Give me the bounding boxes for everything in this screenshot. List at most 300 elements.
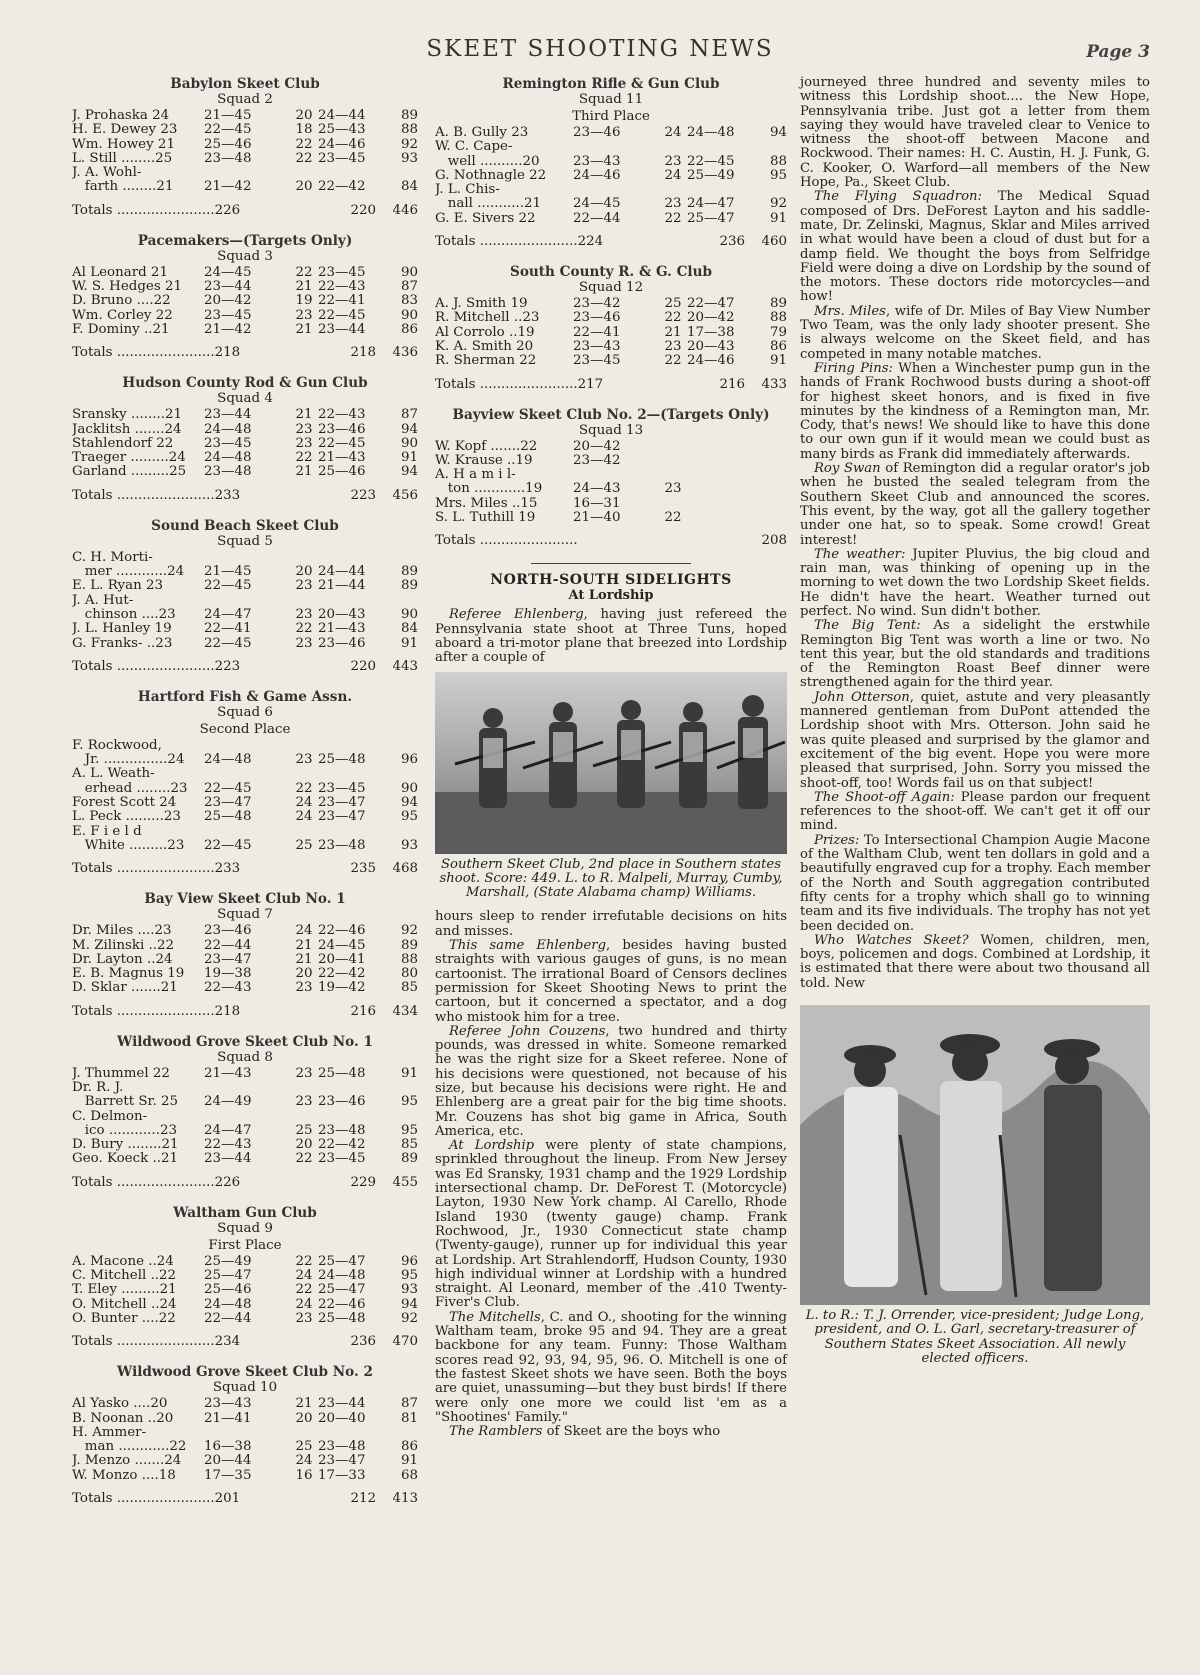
score-round-2: 21—44 xyxy=(318,578,366,594)
article-paragraph: Who Watches Skeet? Women, children, men, boys, policemen and dogs. Combined at Lordship, it is estimated that there were about two thousand all told. New xyxy=(800,932,1150,991)
score-round-2a xyxy=(290,767,318,781)
score-round-1: 25—47 xyxy=(204,1268,252,1284)
score-total: 93 xyxy=(400,1282,418,1298)
score-round-1: 22—44 xyxy=(204,1310,252,1326)
club-name: Wildwood Grove Skeet Club No. 2 xyxy=(117,1364,373,1381)
score-round-1: 24—47 xyxy=(204,606,252,622)
paragraph-lead: This same Ehlenberg xyxy=(449,938,607,954)
shooter-name: erhead ........23 xyxy=(72,781,188,796)
squad-number: Squad 11 xyxy=(578,92,644,107)
totals-grand: 443 xyxy=(392,658,418,674)
squad-score-table xyxy=(72,233,418,361)
photo-caption-officers: L. to R.: T. J. Orrender, vice-president; Judge Long, president, and O. L. Garl, secretary-treasurer of Southern States Skeet Association. All newly elected officers. xyxy=(805,1308,1145,1366)
shooter-name: J. Menzo .......24 xyxy=(72,1454,182,1469)
score-round-2a: 23 xyxy=(295,307,313,323)
score-row xyxy=(435,468,787,482)
shooter-name: A. H a m i l- xyxy=(435,468,516,483)
score-round-1 xyxy=(204,166,290,180)
score-row xyxy=(435,340,787,354)
score-round-2: 20—41 xyxy=(318,951,366,967)
score-total xyxy=(384,739,418,753)
shooter-name: Al Leonard 21 xyxy=(72,265,168,280)
score-total: 92 xyxy=(400,136,418,152)
totals-label: Totals .......................233 xyxy=(72,487,241,503)
totals-grand: 468 xyxy=(392,861,418,877)
score-round-2a xyxy=(290,166,318,180)
squad-score-table xyxy=(72,1205,418,1350)
totals-row xyxy=(72,488,418,504)
shooter-name: Traeger .........24 xyxy=(72,451,186,466)
score-row xyxy=(435,126,787,140)
squad-score-table xyxy=(435,264,787,392)
score-round-1: 24—49 xyxy=(204,1094,252,1110)
score-round-1: 24—48 xyxy=(204,1296,252,1312)
shooter-name: H. Ammer- xyxy=(72,1425,147,1440)
score-row xyxy=(72,1454,418,1468)
score-row xyxy=(72,180,418,194)
score-total: 68 xyxy=(400,1467,418,1483)
score-row xyxy=(435,454,787,468)
score-round-2: 23—45 xyxy=(318,150,366,166)
score-row xyxy=(435,169,787,183)
club-name: Pacemakers—(Targets Only) xyxy=(137,232,353,249)
shooter-name: chinson ....23 xyxy=(72,607,176,622)
score-round-2a: 21 xyxy=(664,324,682,340)
score-round-1 xyxy=(204,594,290,608)
score-round-2: 22—42 xyxy=(318,179,366,195)
score-round-2a: 23 xyxy=(295,1094,313,1110)
score-row xyxy=(72,152,418,166)
page-number: Page 3 xyxy=(1086,42,1150,62)
score-round-1: 22—45 xyxy=(204,837,252,853)
score-row xyxy=(72,1124,418,1138)
totals-row xyxy=(72,203,418,219)
shooter-name: B. Noonan ..20 xyxy=(72,1411,174,1426)
score-total: 86 xyxy=(400,1439,418,1455)
shooter-name: Al Corrolo ..19 xyxy=(435,325,535,340)
score-total: 84 xyxy=(400,621,418,637)
score-total: 90 xyxy=(400,264,418,280)
score-total: 79 xyxy=(769,324,787,340)
score-round-2: 23—48 xyxy=(318,1439,366,1455)
shooter-name: J. L. Hanley 19 xyxy=(72,622,172,637)
score-round-1: 25—48 xyxy=(204,809,252,825)
article-paragraph: This same Ehlenberg, besides having busted straights with various gauges of guns, is no mean cartoonist. The irrational Board of Censors declines permission for Skeet Shooting News to print the cartoon, but it concerned a spectator, and a dog who mistook him for a tree. xyxy=(435,938,787,1025)
paragraph-lead: Referee Ehlenberg xyxy=(449,607,584,623)
score-round-2: 23—47 xyxy=(318,809,366,825)
score-row xyxy=(72,437,418,451)
score-round-2a xyxy=(290,739,318,753)
club-name: Babylon Skeet Club xyxy=(170,76,320,92)
score-round-2a xyxy=(659,454,687,468)
shooter-name: ico ............23 xyxy=(72,1123,177,1138)
paragraph-lead: Who Watches Skeet? xyxy=(814,932,969,948)
score-round-2: 20—43 xyxy=(318,606,366,622)
club-name: Bayview Skeet Club No. 2—(Targets Only) xyxy=(452,406,770,423)
score-round-2a: 24 xyxy=(295,1268,313,1284)
score-round-1: 24—45 xyxy=(204,264,252,280)
score-total: 91 xyxy=(400,450,418,466)
shooter-name: R. Sherman 22 xyxy=(435,354,537,369)
score-total: 88 xyxy=(400,951,418,967)
score-total xyxy=(384,1110,418,1124)
shooter-name: Forest Scott 24 xyxy=(72,796,177,811)
totals-round-2: 216 xyxy=(719,376,745,392)
score-round-1 xyxy=(573,183,659,197)
score-round-2: 22—45 xyxy=(318,435,366,451)
score-round-2 xyxy=(687,482,753,496)
score-round-2: 22—46 xyxy=(318,1296,366,1312)
score-row xyxy=(72,739,418,753)
totals-row xyxy=(72,1004,418,1020)
shooter-name: T. Eley .........21 xyxy=(72,1283,177,1298)
score-round-2: 24—48 xyxy=(318,1268,366,1284)
score-row xyxy=(72,1255,418,1269)
score-round-1: 21—45 xyxy=(204,108,252,123)
score-row xyxy=(72,953,418,967)
squad-number: Squad 8 xyxy=(217,1049,273,1065)
score-round-2a: 23 xyxy=(295,421,313,437)
score-round-2a xyxy=(290,825,318,839)
score-total xyxy=(753,497,787,511)
article-paragraph: The Flying Squadron: The Medical Squad composed of Drs. DeForest Layton and his saddle-mate, Dr. Zelinski, Magnus, Sklar and Miles arrived in what would have been a cloud of dust but for a damp field. We thought the boys from Selfridge Field were doing a dive on Lordship by the sound of the motors. These doctors ride motorcycles—and how! xyxy=(800,189,1150,305)
totals-grand: 470 xyxy=(392,1334,418,1350)
article-paragraph: At Lordship were plenty of state champions, sprinkled throughout the lineup. From New Jersey was Ed Sransky, 1931 champ and the 1929 Lordship intersectional champ. Dr. DeForest T. (Motorcycle) Layton, 1930 New York champ. Al Carello, Rhode Island 1930 (twenty gauge) champ. Frank Rochwood, Jr., 1930 Connecticut state champ (Twenty-gauge), runner up for individual this year at Lordship. Art Strahlendorff, Hudson County, 1930 high individual winner at Lordship with a hundred straight. Al Leonard, member of the .410 Twenty-Fiver's Club. xyxy=(435,1138,787,1311)
score-round-2a xyxy=(290,1081,318,1095)
score-total: 91 xyxy=(400,1453,418,1469)
scores-tables-middle xyxy=(435,76,787,549)
shooter-name: Jr. ...............24 xyxy=(72,753,185,768)
score-round-2: 23—47 xyxy=(318,795,366,811)
score-row xyxy=(72,1298,418,1312)
score-total: 95 xyxy=(769,167,787,183)
score-round-2a: 22 xyxy=(295,264,313,280)
shooter-name: H. E. Dewey 23 xyxy=(72,123,178,138)
score-round-1 xyxy=(204,1110,290,1124)
score-round-2a: 21 xyxy=(295,937,313,953)
score-row xyxy=(72,622,418,636)
score-round-2a: 21 xyxy=(295,279,313,295)
score-round-2a: 23 xyxy=(295,606,313,622)
squad-score-table xyxy=(72,375,418,503)
score-total xyxy=(753,454,787,468)
score-round-2a: 20 xyxy=(295,108,313,123)
score-round-2 xyxy=(687,454,753,468)
score-row xyxy=(72,924,418,938)
score-round-1: 24—45 xyxy=(573,196,621,212)
score-round-2: 22—45 xyxy=(687,153,735,169)
score-round-2a: 21 xyxy=(295,464,313,480)
score-round-1: 23—42 xyxy=(573,296,621,312)
score-row xyxy=(72,138,418,152)
score-round-2a: 25 xyxy=(295,837,313,853)
paragraph-lead: The weather: xyxy=(814,546,906,562)
score-round-1: 22—44 xyxy=(204,937,252,953)
score-round-2a: 20 xyxy=(295,564,313,580)
score-round-2 xyxy=(687,140,753,154)
score-row xyxy=(435,197,787,211)
score-round-2: 22—46 xyxy=(318,923,366,939)
score-round-2a: 21 xyxy=(295,951,313,967)
score-round-2a: 23 xyxy=(664,153,682,169)
totals-grand: 434 xyxy=(392,1003,418,1019)
score-round-2: 22—42 xyxy=(318,966,366,982)
score-total xyxy=(753,183,787,197)
score-round-2: 25—43 xyxy=(318,122,366,138)
score-row xyxy=(72,266,418,280)
shooter-name: J. Thummel 22 xyxy=(72,1066,170,1081)
totals-grand: 436 xyxy=(392,345,418,361)
score-round-1: 21—40 xyxy=(573,510,621,526)
shooter-name: nall ...........21 xyxy=(435,197,542,212)
score-total: 95 xyxy=(400,1094,418,1110)
score-total xyxy=(384,1426,418,1440)
score-row xyxy=(72,294,418,308)
score-round-1: 23—47 xyxy=(204,951,252,967)
score-round-2 xyxy=(687,497,753,511)
score-round-2: 25—47 xyxy=(687,210,735,226)
score-round-2 xyxy=(318,1426,384,1440)
club-name: Sound Beach Skeet Club xyxy=(151,517,339,534)
shooter-name: F. Dominy ..21 xyxy=(72,322,170,337)
score-total xyxy=(384,767,418,781)
score-round-1: 20—44 xyxy=(204,1453,252,1469)
score-total: 95 xyxy=(400,809,418,825)
score-total: 94 xyxy=(769,125,787,140)
score-round-1: 23—47 xyxy=(204,795,252,811)
score-round-2: 23—46 xyxy=(318,635,366,651)
score-total xyxy=(753,440,787,454)
score-round-2a: 23 xyxy=(295,1065,313,1081)
squad-score-table xyxy=(72,76,418,219)
article-paragraph: The Ramblers of Skeet are the boys who xyxy=(449,1424,721,1440)
score-round-1: 20—42 xyxy=(204,293,252,309)
score-round-1: 16—31 xyxy=(573,495,621,511)
score-round-2a: 21 xyxy=(295,1396,313,1412)
shooter-name: C. H. Morti- xyxy=(72,550,153,565)
totals-row xyxy=(72,1175,418,1191)
shooter-name: A. L. Weath- xyxy=(72,767,155,782)
score-round-2 xyxy=(687,468,753,482)
photo-caption-southern-skeet-club: Southern Skeet Club, 2nd place in Southern states shoot. Score: 449. L. to R. Malpeli, Murray, Cumby, Marshall, (State Alabama champ) Williams. xyxy=(439,856,783,901)
score-total xyxy=(753,482,787,496)
score-total: 89 xyxy=(400,937,418,953)
score-round-1: 21—42 xyxy=(204,179,252,195)
article-title: NORTH-SOUTH SIDELIGHTS xyxy=(490,572,732,589)
squad-number: Squad 6 xyxy=(217,704,273,720)
score-round-2: 21—43 xyxy=(318,450,366,466)
score-round-2: 23—46 xyxy=(318,1094,366,1110)
score-round-2 xyxy=(318,1110,384,1124)
totals-round-2: 218 xyxy=(350,345,376,361)
score-round-2: 19—42 xyxy=(318,980,366,996)
score-row xyxy=(72,753,418,767)
shooter-name: W. Kopf .......22 xyxy=(435,439,538,454)
article-paragraph: Mrs. Miles, wife of Dr. Miles of Bay View Number Two Team, was the only lady shooter present. She is always welcome on the Skeet field, and has competed in many notable matches. xyxy=(800,303,1150,362)
shooter-name: F. Rockwood, xyxy=(72,738,162,753)
score-round-2: 21—43 xyxy=(318,621,366,637)
score-round-2 xyxy=(318,551,384,565)
score-round-2a: 23 xyxy=(664,481,682,497)
score-round-2: 23—45 xyxy=(318,264,366,280)
shooter-name: Jacklitsh .......24 xyxy=(72,422,182,437)
score-round-2a: 25 xyxy=(295,1439,313,1455)
score-round-1: 21—43 xyxy=(204,1065,252,1081)
score-round-1: 24—43 xyxy=(573,481,621,497)
article-paragraph: Prizes: To Intersectional Champion Augie Macone of the Waltham Club, went ten dollars in gold and a beautifully engraved cup for a trophy. Each member of the North and South aggregation contributed fifty cents for a trophy which shall go to winning team and its five individuals. The trophy has not yet been decided on. xyxy=(800,832,1150,934)
totals-grand: 433 xyxy=(761,376,787,392)
score-row xyxy=(72,637,418,651)
score-row xyxy=(435,511,787,525)
score-round-2: 24—46 xyxy=(687,353,735,369)
squad-number: Squad 3 xyxy=(217,248,273,264)
totals-label: Totals .......................233 xyxy=(72,861,241,877)
score-total: 94 xyxy=(400,421,418,437)
article-intro: Referee Ehlenberg, having just refereed the Pennsylvania state shoot at Three Tuns, hoped aboard a tri-motor plane that breezed into Lordship after a couple of xyxy=(435,607,787,666)
totals-row xyxy=(435,234,787,250)
shooter-name: M. Zilinski ..22 xyxy=(72,938,175,953)
score-round-1: 23—44 xyxy=(204,1151,252,1167)
totals-label: Totals .......................218 xyxy=(72,345,241,361)
score-round-2a: 19 xyxy=(295,293,313,309)
score-row xyxy=(72,981,418,995)
score-round-1: 21—41 xyxy=(204,1410,252,1426)
score-round-2: 24—47 xyxy=(687,196,735,212)
squad-score-table xyxy=(72,518,418,675)
score-total: 92 xyxy=(769,196,787,212)
shooter-name: ton ............19 xyxy=(435,482,543,497)
score-total: 89 xyxy=(769,296,787,312)
paragraph-lead: The Flying Squadron: xyxy=(814,189,982,205)
score-row xyxy=(72,810,418,824)
score-row xyxy=(72,1081,418,1095)
score-round-1: 19—38 xyxy=(204,966,252,982)
score-round-2: 20—42 xyxy=(687,310,735,326)
score-round-2 xyxy=(318,594,384,608)
shooter-name: W. C. Cape- xyxy=(435,140,513,155)
totals-round-2: 216 xyxy=(350,1003,376,1019)
club-name: South County R. & G. Club xyxy=(510,264,712,281)
squad-score-table xyxy=(72,689,418,877)
totals-label: Totals .......................234 xyxy=(72,1334,241,1350)
shooter-name: J. A. Hut- xyxy=(72,593,134,608)
shooter-name: Mrs. Miles ..15 xyxy=(435,496,538,511)
score-total: 91 xyxy=(769,210,787,226)
score-round-2: 17—38 xyxy=(687,324,735,340)
score-round-2: 25—47 xyxy=(318,1253,366,1269)
score-round-2: 24—46 xyxy=(318,136,366,152)
totals-round-2: 220 xyxy=(350,658,376,674)
club-name: Waltham Gun Club xyxy=(173,1204,317,1221)
shooter-name: mer ............24 xyxy=(72,565,185,580)
score-round-2: 23—45 xyxy=(318,780,366,796)
score-round-1: 23—48 xyxy=(204,464,252,480)
squad-place: First Place xyxy=(208,1237,282,1253)
score-total xyxy=(384,551,418,565)
score-round-1: 23—46 xyxy=(573,310,621,326)
score-round-2a: 21 xyxy=(295,321,313,337)
article-paragraph: The Big Tent: As a sidelight the erstwhile Remington Big Tent was worth a line or two. No tent this year, but the old standards and traditions of the Remington Roast Beef dinner were strengthened again for the third year. xyxy=(800,618,1150,691)
score-round-2a: 22 xyxy=(295,1253,313,1269)
score-round-1: 23—45 xyxy=(573,353,621,369)
score-round-1: 24—46 xyxy=(573,167,621,183)
score-round-1: 24—47 xyxy=(204,1122,252,1138)
score-round-2: 25—49 xyxy=(687,167,735,183)
shooter-name: E. L. Ryan 23 xyxy=(72,579,164,594)
shooter-name: Garland .........25 xyxy=(72,465,187,480)
score-round-2: 22—43 xyxy=(318,279,366,295)
shooter-name: Dr. R. J. xyxy=(72,1080,124,1095)
score-round-1 xyxy=(204,739,290,753)
score-round-2: 24—44 xyxy=(318,108,366,123)
score-total: 95 xyxy=(400,1268,418,1284)
publication-title: SKEET SHOOTING NEWS xyxy=(426,36,774,62)
score-total xyxy=(753,468,787,482)
totals-round-2: 236 xyxy=(350,1334,376,1350)
totals-grand: 456 xyxy=(392,487,418,503)
score-total: 83 xyxy=(400,293,418,309)
totals-row xyxy=(72,345,418,361)
shooter-name: Wm. Corley 22 xyxy=(72,308,173,323)
squad-number: Squad 9 xyxy=(217,1220,273,1236)
score-row xyxy=(72,825,418,839)
score-total: 89 xyxy=(400,564,418,580)
score-row xyxy=(72,166,418,180)
totals-round-2 xyxy=(687,533,753,549)
score-round-2a: 23 xyxy=(664,338,682,354)
score-round-1: 22—43 xyxy=(204,980,252,996)
shooter-name: farth ........21 xyxy=(72,180,174,195)
photo-officers-graphic xyxy=(800,1005,1150,1305)
paragraph-lead: Mrs. Miles xyxy=(814,303,886,319)
shooter-name: well ..........20 xyxy=(435,154,540,169)
paragraph-lead: The Shoot-off Again: xyxy=(814,789,955,805)
score-row xyxy=(72,796,418,810)
score-round-2 xyxy=(318,767,384,781)
article-paragraph: The weather: Jupiter Pluvius, the big cloud and rain man, was thinking of opening up in the morning to wet down the two Lordship Skeet fields. He didn't have the heart. Weather turned out perfect. No wind. Sun didn't bother. xyxy=(800,546,1150,619)
score-row xyxy=(72,594,418,608)
score-round-2: 23—48 xyxy=(318,1122,366,1138)
score-round-2: 23—46 xyxy=(318,421,366,437)
score-round-2: 23—45 xyxy=(318,1151,366,1167)
shooter-name: L. Still ........25 xyxy=(72,151,173,166)
score-total: 80 xyxy=(400,966,418,982)
score-round-1 xyxy=(204,1081,290,1095)
score-total: 92 xyxy=(400,923,418,939)
score-round-2a: 24 xyxy=(295,1453,313,1469)
shooter-name: O. Bunter ....22 xyxy=(72,1311,176,1326)
score-row xyxy=(72,767,418,781)
shooter-name: G. E. Sivers 22 xyxy=(435,211,536,226)
score-round-1: 16—38 xyxy=(204,1439,252,1455)
score-total: 88 xyxy=(769,153,787,169)
score-round-2a: 25 xyxy=(664,296,682,312)
score-round-1: 17—35 xyxy=(204,1467,252,1483)
squad-number: Squad 10 xyxy=(212,1380,278,1396)
score-row xyxy=(72,1095,418,1109)
score-round-1: 23—43 xyxy=(204,1396,252,1412)
score-round-2a: 24 xyxy=(295,923,313,939)
photo-officers xyxy=(800,1005,1150,1305)
score-round-2: 22—47 xyxy=(687,296,735,312)
score-total xyxy=(384,594,418,608)
score-row xyxy=(72,967,418,981)
score-round-2a xyxy=(290,551,318,565)
score-round-2a: 18 xyxy=(295,122,313,138)
score-row xyxy=(72,123,418,137)
score-round-2 xyxy=(318,166,384,180)
score-round-1: 21—42 xyxy=(204,321,252,337)
